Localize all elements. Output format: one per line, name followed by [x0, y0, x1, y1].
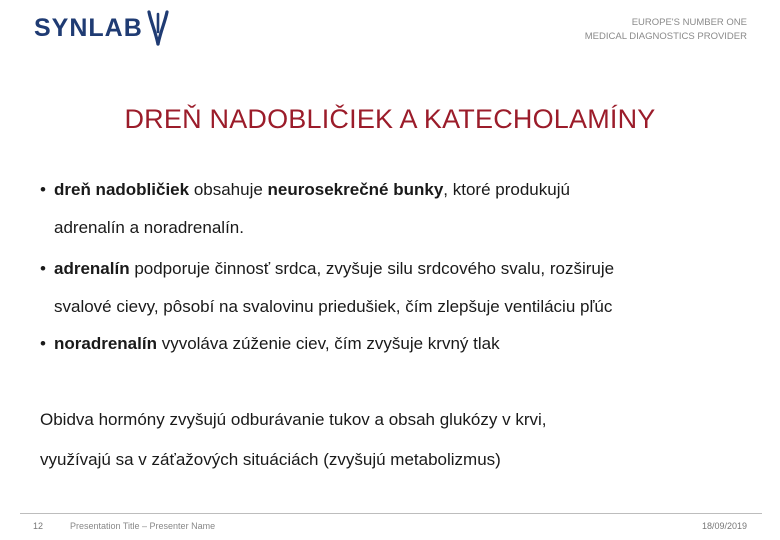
bold-term: noradrenalín [54, 334, 157, 353]
bullet-line [54, 259, 614, 297]
tagline-line-2: MEDICAL DIAGNOSTICS PROVIDER [584, 31, 747, 42]
bullet-item [40, 334, 500, 354]
footer-title: Presentation Title – Presenter Name [70, 521, 216, 531]
bullet-dot: • [40, 259, 46, 278]
page-number: 12 [33, 521, 44, 531]
slide-title: DREŇ NADOBLIČIEK A KATECHOLAMÍNY [124, 104, 656, 134]
bullet-item [40, 259, 614, 317]
footer-date: 18/09/2019 [701, 521, 747, 531]
logo-text: SYNLAB [34, 13, 143, 42]
synlab-logo [34, 8, 171, 48]
tagline [585, 16, 747, 44]
bullet-line: adrenalín a noradrenalín. [54, 218, 244, 237]
bullet-line [54, 180, 570, 218]
footer-divider [20, 513, 762, 514]
bullet-line [54, 334, 500, 354]
bullet-dot: • [40, 180, 46, 199]
bold-term: dreň nadobličiek [54, 180, 190, 199]
bullet-text: , ktoré produkujú [443, 180, 570, 199]
tagline-line-1: EUROPE'S NUMBER ONE [631, 17, 747, 28]
bold-term: neurosekrečné bunky [267, 180, 444, 199]
bullet-text: podporuje činnosť srdca, zvyšuje silu srdcového svalu, rozširuje [129, 259, 615, 278]
bullet-text: vyvoláva zúženie ciev, čím zvyšuje krvný tlak [156, 334, 500, 353]
logo-mark-icon [145, 10, 171, 46]
bold-term: adrenalín [54, 259, 130, 278]
bullet-dot: • [40, 334, 46, 353]
paragraph: Obidva hormóny zvyšujú odburávanie tukov a obsah glukózy v krvi, [40, 410, 547, 429]
bullet-item [40, 180, 570, 238]
paragraph: využívajú sa v záťažových situáciách (zvyšujú metabolizmus) [40, 450, 501, 469]
bullet-text: obsahuje [189, 180, 268, 199]
bullet-line: svalové cievy, pôsobí na svalovinu priedušiek, čím zlepšuje ventiláciu pľúc [54, 297, 613, 316]
